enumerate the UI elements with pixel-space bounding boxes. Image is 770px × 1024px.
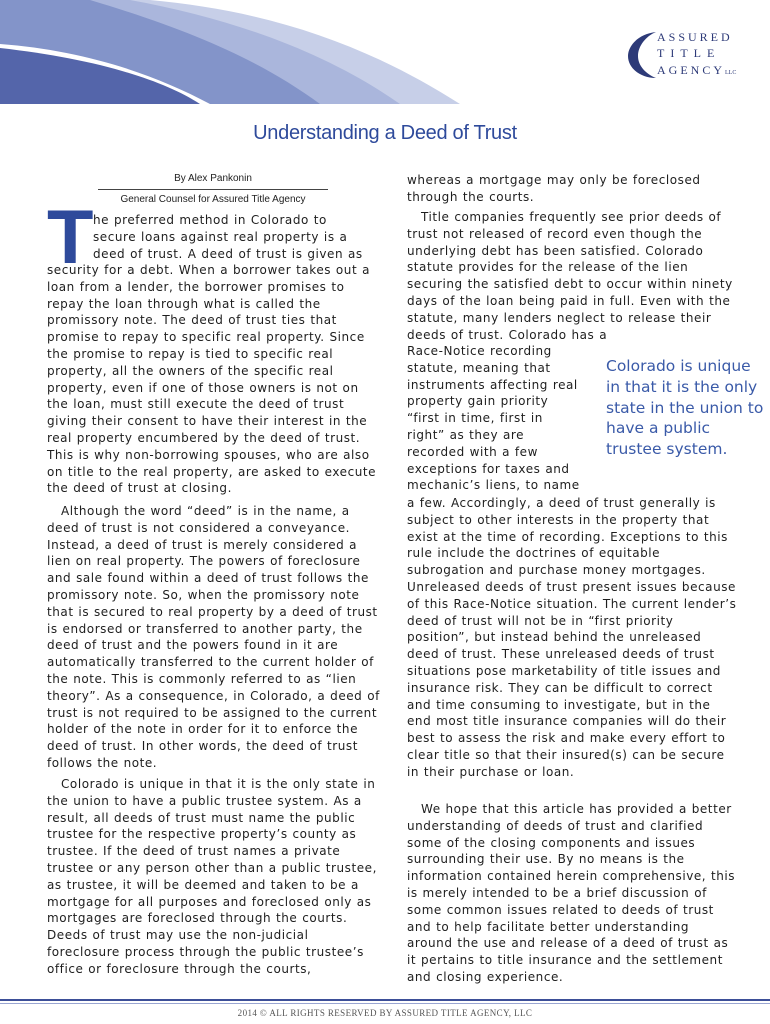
intro-line-2: secure loans against real property is a <box>93 229 348 244</box>
intro-line-1: he preferred method in Colorado to <box>93 213 327 227</box>
public-trustee-paragraph-continued: whereas a mortgage may only be foreclosed through the courts. <box>407 173 701 204</box>
pull-quote: Colorado is unique in that it is the only state in the union to have a public trustee system. <box>606 357 764 459</box>
release-paragraph-narrow: Race-Notice recording statute, meaning that instruments affecting real property gain priority “first in time, first in right” as they are recorded with a few exceptions for taxes and mechanic’s liens, to name <box>407 344 580 493</box>
footer-divider-light <box>0 1003 770 1004</box>
logo-word-assured: ASSURED <box>657 30 733 44</box>
logo-agency-text: AGENCY <box>657 63 725 77</box>
logo-word-title: TITLE <box>657 46 721 60</box>
closing-paragraph: We hope that this article has provided a better understanding of deeds of trust and clarified some of the closing components and issues surrounding their use. By no means is the information contained herein comprehensive, this is merely intended to be a brief discussion of some common issues related to deeds of trust and to help facilitate better understanding around the use and release of a deed of trust as it pertains to title insurance and the settlement and closing experience. <box>407 802 736 984</box>
byline-divider <box>98 189 328 190</box>
intro-line-3: deed of trust. A deed of trust is given as <box>93 246 363 261</box>
release-paragraph-bottom: a few. Accordingly, a deed of trust generally is subject to other interests in the property that exist at the time of recording. Exceptions to this rule include the doctrines of equitable subrogation and purchase money mortgages. Unreleased deeds of trust present issues because of this Race-Notice situation. The current lender’s deed of trust will not be in “first priority position”, but instead behind the unreleased deed of trust. These unreleased deeds of trust situations pose marketability of title issues and insurance risk. They can be difficult to correct and time consuming to investigate, but in the end most title insurance companies will do their best to assess the risk and make every effort to clear title so that their insured(s) can be secure in their purchase or loan. <box>407 496 737 779</box>
footer-copyright: 2014 © ALL RIGHTS RESERVED BY ASSURED TITLE AGENCY, LLC <box>237 1008 533 1018</box>
release-paragraph-top: Title companies frequently see prior deeds of trust not released of record even though the underlying debt has been satisfied. Colorado statute provides for the release of the lien securing the satisfied debt to occur within ninety days of the loan being paid in full. Even with the statute, many lenders neglect to release their deeds of trust. Colorado has a <box>407 210 733 342</box>
author-role: General Counsel for Assured Title Agency <box>120 194 306 205</box>
public-trustee-paragraph: Colorado is unique in that it is the only state in the union to have a public trustee system. As a result, all deeds of trust must name the public trustee for the respective property’s county as trustee. If the deed of trust names a private trustee or any person other than a public trustee, as trustee, it will be deemed and taken to be a mortgage for all purposes and foreclosed only as mortgages are foreclosed through the courts. Deeds of trust may use the non-judicial foreclosure process through the public trustee’s office or foreclosure through the courts, <box>47 777 377 976</box>
article-title: Understanding a Deed of Trust <box>253 122 517 144</box>
logo-llc-text: LLC <box>725 70 737 76</box>
drop-cap: T <box>47 195 94 280</box>
lien-theory-paragraph: Although the word “deed” is in the name, a deed of trust is not considered a conveyance. Instead, a deed of trust is merely considered a lien on real property. The powers of foreclosure and sale found within a deed of trust follows the promissory note. So, when the promissory note that is secured to real property by a deed of trust is endorsed or transferred to another party, the deed of trust and the powers found in it are automatically transferred to the current holder of the note. This is commonly referred to as “lien theory”. As a consequence, in Colorado, a deed of trust is not required to be assigned to the current holder of the note in order for it to enforce the deed of trust. In other words, the deed of trust follows the note. <box>47 504 380 770</box>
intro-paragraph: security for a debt. When a borrower takes out a loan from a lender, the borrower promises to repay the loan through what is called the promissory note. The deed of trust ties that promise to repay to specific real property. Since the promise to repay is tied to specific real property, all the owners of the specific real property, even if one of those owners is not on the loan, must still execute the deed of trust giving their consent to have their interest in the real property encumbered by the deed of trust. This is why non-borrowing spouses, who are also on title to the real property, are asked to execute the deed of trust at closing. <box>47 263 377 496</box>
author-name: By Alex Pankonin <box>174 173 252 184</box>
footer-divider <box>0 999 770 1001</box>
company-logo <box>626 28 746 88</box>
logo-word-agency <box>657 63 736 80</box>
intro-first-lines <box>93 212 383 262</box>
byline <box>98 171 328 207</box>
